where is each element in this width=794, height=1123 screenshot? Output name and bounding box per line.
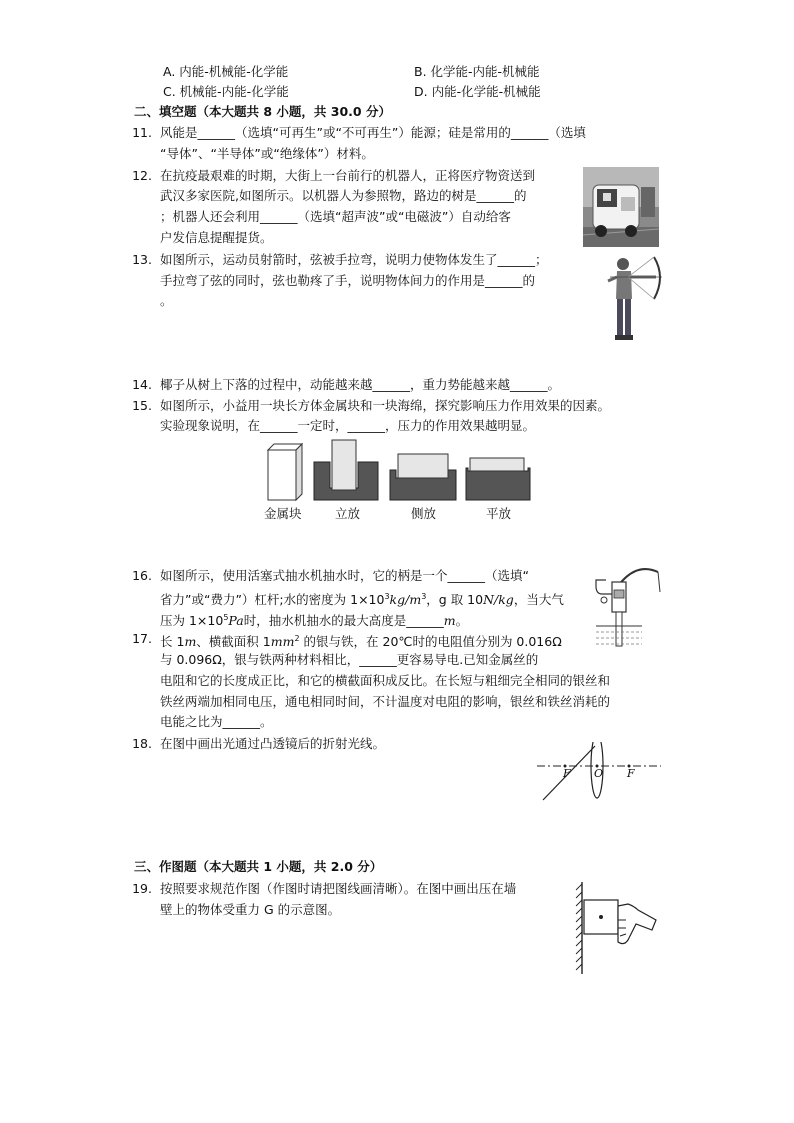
section-2-header: 二、填空题（本大题共 8 小题，共 30.0 分） xyxy=(134,104,391,119)
q14-line-1: 椰子从树上下落的过程中，动能越来越______，重力势能越来越______。 xyxy=(160,377,561,392)
robot-delivery-image xyxy=(583,167,659,247)
q12-line-1: 在抗疫最艰难的时期，大街上一台前行的机器人，正将医疗物资送到 xyxy=(160,168,536,183)
q13-line-2: 手拉弯了弦的同时，弦也勒疼了手，说明物体间力的作用是______的 xyxy=(160,273,536,288)
q15-line-1: 如图所示，小益用一块长方体金属块和一块海绵，探究影响压力作用效果的因素。 xyxy=(160,398,611,413)
lens-focus-right-label: F xyxy=(627,767,635,780)
q15-line-2: 实验现象说明，在______一定时，______，压力的作用效果越明显。 xyxy=(160,418,536,433)
option-a: A. 内能-机械能-化学能 xyxy=(163,64,289,79)
label-side: 侧放 xyxy=(411,506,437,521)
q18-line-1: 在图中画出光通过凸透镜后的折射光线。 xyxy=(160,736,386,751)
q17-line-5: 电能之比为______。 xyxy=(160,714,273,729)
option-c: C. 机械能-内能-化学能 xyxy=(163,84,289,99)
q11-line-1: 风能是______（选填“可再生”或“不可再生”）能源；硅是常用的______（选填 xyxy=(160,125,586,140)
q19-line-1: 按照要求规范作图（作图时请把图线画清晰）。在图中画出压在墙 xyxy=(160,881,517,896)
q12-line-2: 武汉多家医院,如图所示。以机器人为参照物，路边的树是______的 xyxy=(160,188,527,203)
q11-line-2: “导体”、“半导体”或“绝缘体”）材料。 xyxy=(160,146,374,161)
section-3-header: 三、作图题（本大题共 1 小题，共 2.0 分） xyxy=(134,859,383,874)
q14-number: 14. xyxy=(132,377,152,392)
q19-number: 19. xyxy=(132,881,152,896)
q17-line-3: 电阻和它的长度成正比，和它的横截面积成反比。在长短与粗细完全相同的银丝和 xyxy=(160,673,611,688)
q13-line-1: 如图所示，运动员射箭时，弦被手拉弯，说明力使物体发生了______； xyxy=(160,252,548,267)
q19-line-2: 壁上的物体受重力 G 的示意图。 xyxy=(160,902,341,917)
q16-number: 16. xyxy=(132,568,152,583)
q13-number: 13. xyxy=(132,252,152,267)
option-d: D. 内能-化学能-机械能 xyxy=(414,84,541,99)
option-b: B. 化学能-内能-机械能 xyxy=(414,64,540,79)
lens-center-label: O xyxy=(594,767,604,780)
label-flat: 平放 xyxy=(486,506,512,521)
q17-line-1: 长 1m、横截面积 $1mm^2$ 的银与铁，在 20℃时的电阻值分别为 0.016Ω xyxy=(160,634,562,650)
q15-number: 15. xyxy=(132,398,152,413)
q16-line-2: 省力”或“费力”）杠杆;水的密度为 $1\times 10^3kg/m^3$，g 取 10N/kg，当大气 xyxy=(160,592,564,608)
sponge-pressure-figure xyxy=(262,436,534,506)
q17-line-2: 与 0.096Ω，银与铁两种材料相比，______更容易导电.已知金属丝的 xyxy=(160,652,539,667)
q11-number: 11. xyxy=(132,125,152,140)
lens-focus-left-label: F xyxy=(563,767,571,780)
q12-line-4: 户发信息提醒提货。 xyxy=(160,230,273,245)
q12-number: 12. xyxy=(132,168,152,183)
piston-pump-image xyxy=(592,566,662,650)
q13-line-3: 。 xyxy=(160,293,173,308)
q16-line-1: 如图所示，使用活塞式抽水机抽水时，它的柄是一个______（选填“ xyxy=(160,568,529,583)
archer-image xyxy=(604,255,664,343)
q12-line-3: ；机器人还会利用______（选填“超声波”或“电磁波”）自动给客 xyxy=(160,209,511,224)
q18-number: 18. xyxy=(132,736,152,751)
wall-block-figure xyxy=(572,880,662,976)
label-metal-block: 金属块 xyxy=(264,506,302,521)
q16-line-3: 压为 $1\times 10^5Pa$时，抽水机抽水的最大高度是______m。 xyxy=(160,613,469,629)
q17-number: 17. xyxy=(132,631,152,646)
q17-line-4: 铁丝两端加相同电压，通电相同时间，不计温度对电阻的影响，银丝和铁丝消耗的 xyxy=(160,694,611,709)
label-upright: 立放 xyxy=(335,506,361,521)
